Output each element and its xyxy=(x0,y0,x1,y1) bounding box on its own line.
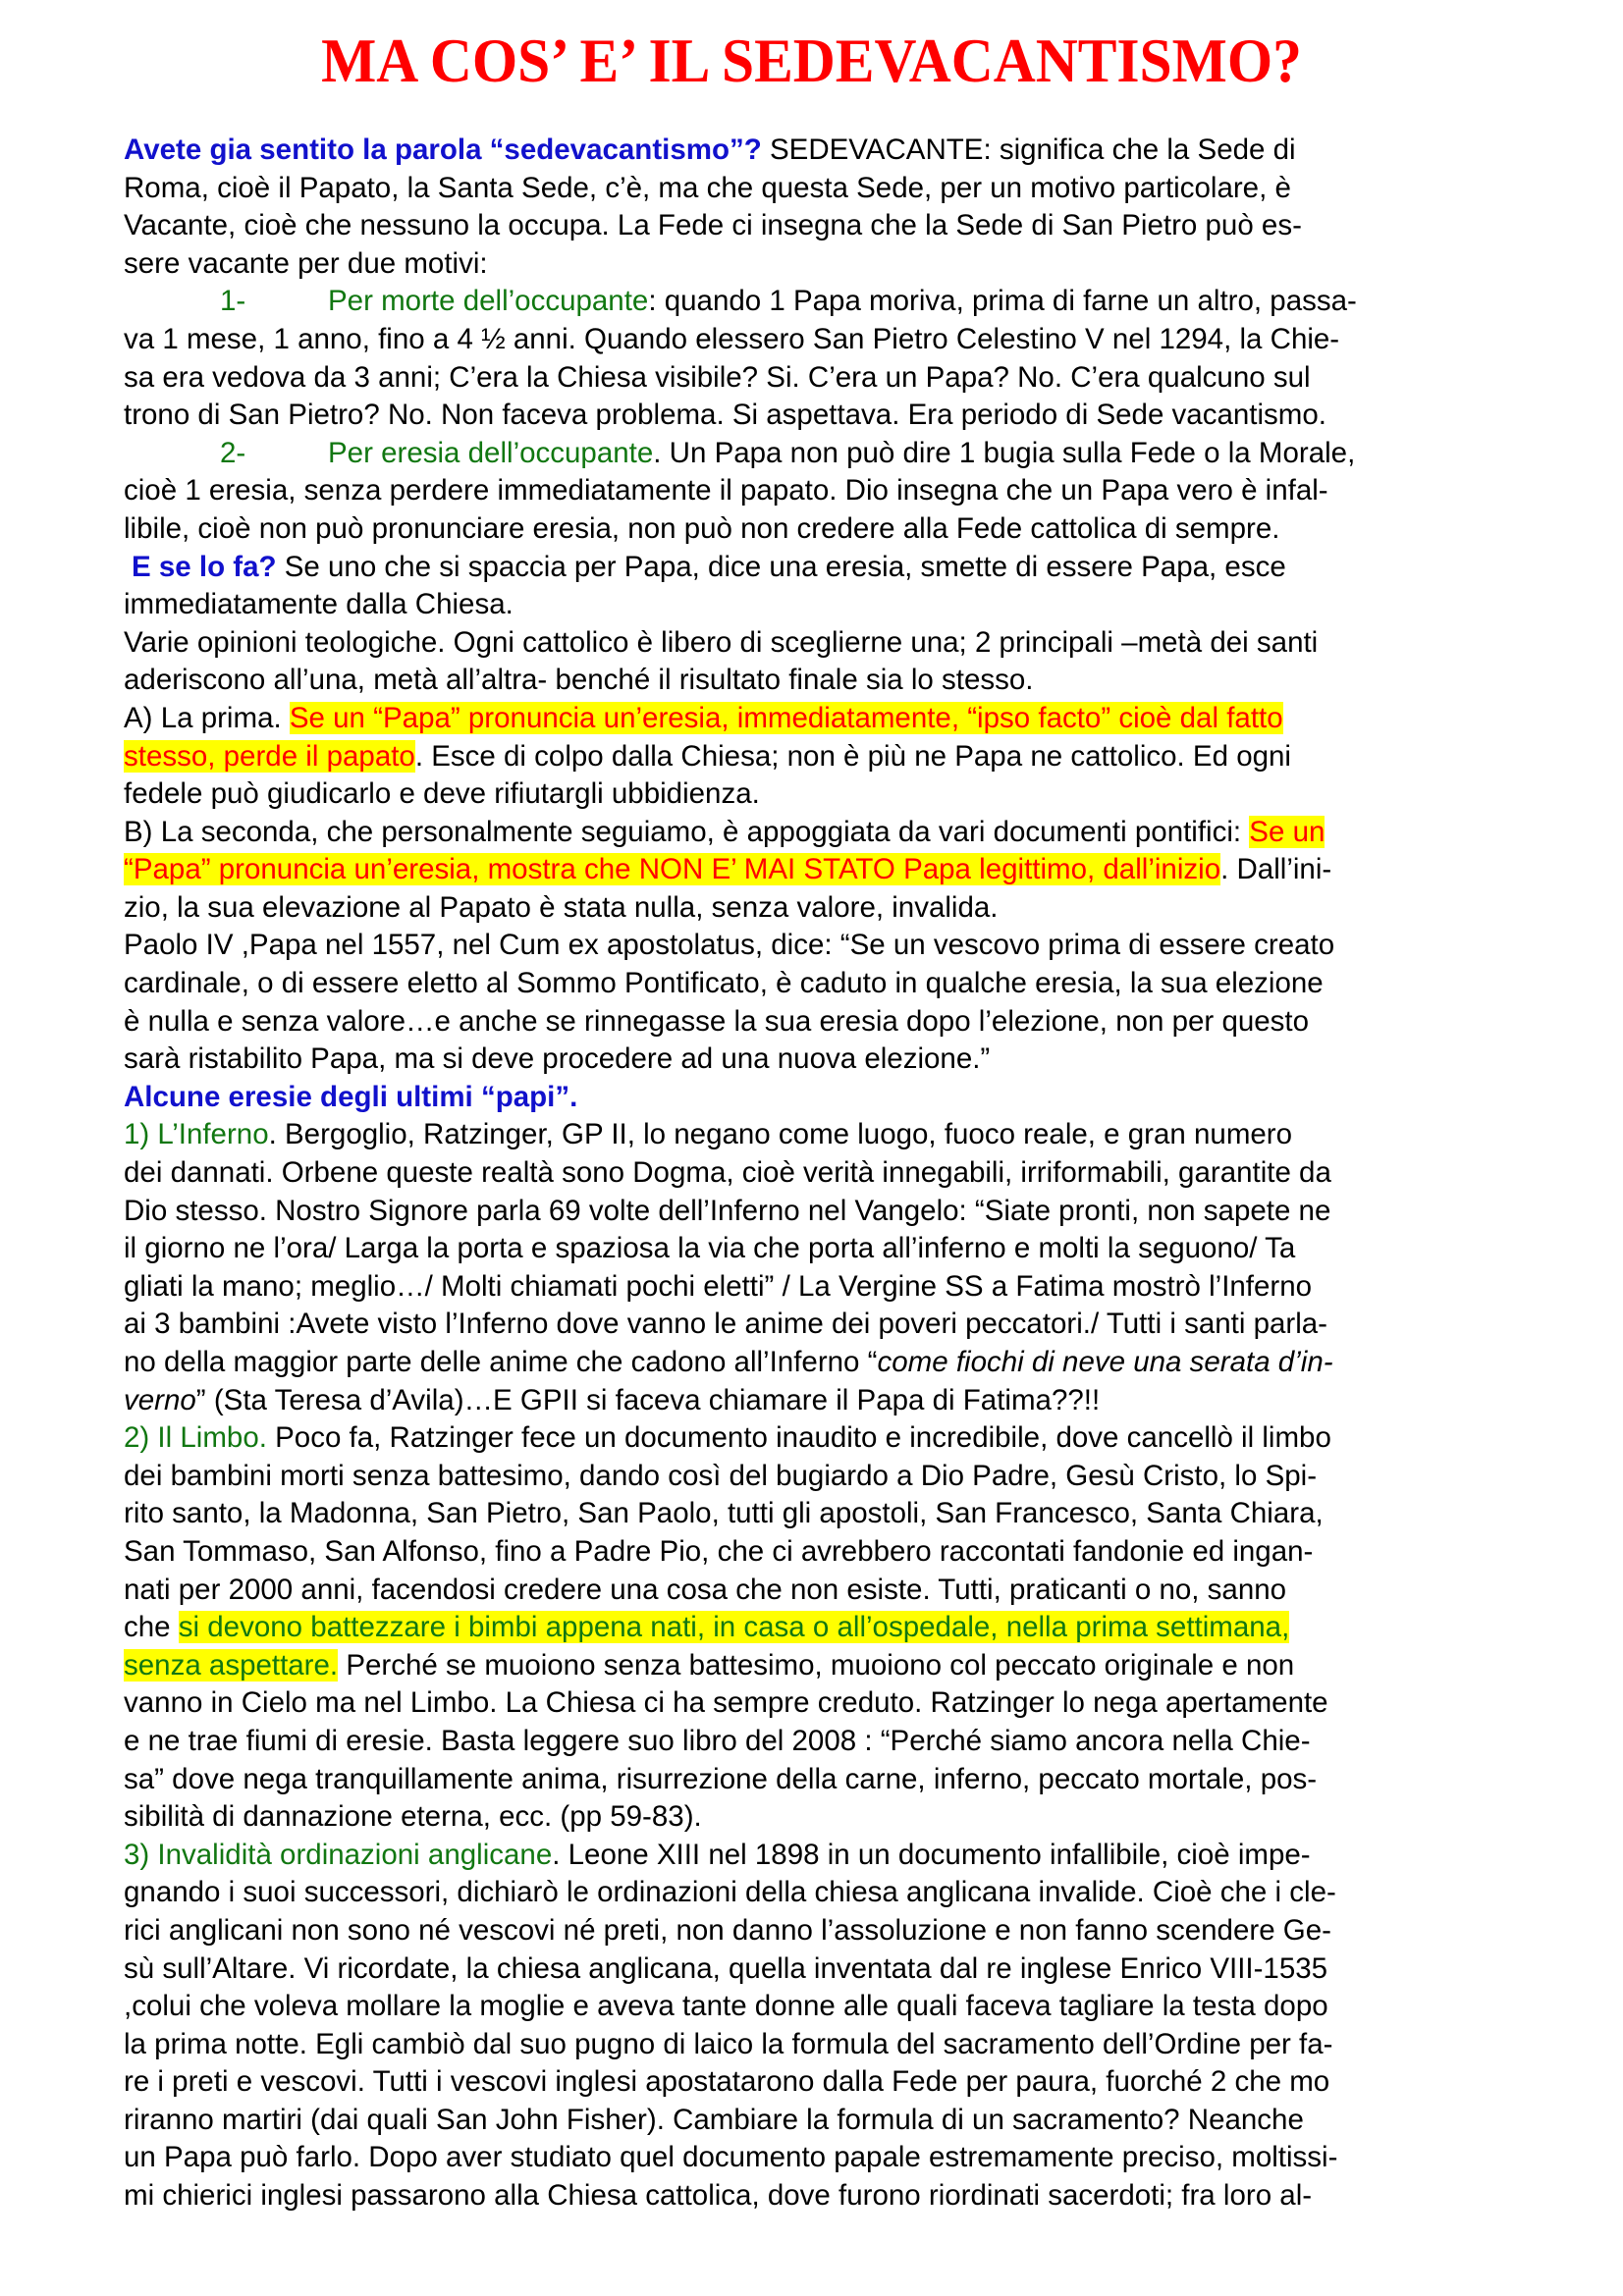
reason-label: Per morte dell’occupante xyxy=(328,285,649,318)
text-line: un Papa può farlo. Dopo aver studiato quel documento papale estremamente preciso, moltissi- xyxy=(124,2141,1338,2174)
heresy-item-1 xyxy=(124,1116,1508,1154)
text-line: immediatamente dalla Chiesa. xyxy=(124,588,514,621)
text-run: . Dall’ini- xyxy=(1220,853,1332,886)
text-line: cardinale, o di essere eletto al Sommo Pontificato, è caduto in qualche eresia, la sua elezione xyxy=(124,967,1324,1000)
intro-question: Avete gia sentito la parola “sedevacantismo”? xyxy=(124,133,762,166)
text-run: Se uno che si spaccia per Papa, dice una eresia, smette di essere Papa, esce xyxy=(276,550,1286,583)
se-lo-fa-question: E se lo fa? xyxy=(132,550,277,583)
italic-quote: verno xyxy=(124,1383,196,1416)
text-line: il giorno ne l’ora/ Larga la porta e spaziosa la via che porta all’inferno e molti la seguono/ Ta xyxy=(124,1232,1296,1265)
list-number: 1- xyxy=(220,285,246,318)
text-line: libile, cioè non può pronunciare eresia, non può non credere alla Fede cattolica di sempre. xyxy=(124,511,1280,545)
text-line xyxy=(124,1647,1508,1685)
text-line: ai 3 bambini :Avete visto l’Inferno dove vanno le anime dei poveri peccatori./ Tutti i santi parla- xyxy=(124,1308,1328,1341)
text-run: Perché se muoiono senza battesimo, muoiono col peccato originale e non xyxy=(338,1648,1295,1682)
text-line: sa” dove nega tranquillamente anima, risurrezione della carne, inferno, peccato mortale, pos- xyxy=(124,1762,1318,1795)
highlighted-text: si devono battezzare i bimbi appena nati, in casa o all’ospedale, nella prima settimana, xyxy=(178,1611,1290,1644)
text-line: e ne trae fiumi di eresie. Basta leggere suo libro del 2008 : “Perché siamo ancora nella Chie- xyxy=(124,1724,1311,1757)
text-line: sere vacante per due motivi: xyxy=(124,246,488,280)
text-line xyxy=(124,1609,1508,1647)
heresy-item-3 xyxy=(124,1837,1508,1875)
text-line: Roma, cioè il Papato, la Santa Sede, c’è, ma che questa Sede, per un motivo particolare, è xyxy=(124,171,1291,204)
text-line: Paolo IV ,Papa nel 1557, nel Cum ex apostolatus, dice: “Se un vescovo prima di essere creato xyxy=(124,929,1335,962)
text-line: trono di San Pietro? No. Non faceva problema. Si aspettava. Era periodo di Sede vacantismo. xyxy=(124,399,1326,432)
text-line: va 1 mese, 1 anno, fino a 4 ½ anni. Quando elessero San Pietro Celestino V nel 1294, la Chie- xyxy=(124,322,1340,355)
list-number: 2- xyxy=(220,436,246,469)
text-line: fedele può giudicarlo e deve rifiutargli ubbidienza. xyxy=(124,777,760,811)
text-run: . Bergoglio, Ratzinger, GP II, lo negano come luogo, fuoco reale, e gran numero xyxy=(268,1118,1293,1151)
text-run: no della maggior parte delle anime che cadono all’Inferno “ xyxy=(124,1346,878,1378)
heresy-item-2 xyxy=(124,1419,1508,1458)
heresy-label: 3) Invalidità ordinazioni anglicane xyxy=(124,1838,553,1871)
text-line xyxy=(124,738,1508,776)
text-line: rito santo, la Madonna, San Pietro, San Paolo, tutti gli apostoli, San Francesco, Santa Chiara, xyxy=(124,1497,1324,1530)
list-item-reason-2 xyxy=(124,435,1508,473)
reason-label: Per eresia dell’occupante xyxy=(328,436,654,469)
text-line xyxy=(124,132,1508,170)
text-line xyxy=(124,1382,1508,1420)
text-line: sa era vedova da 3 anni; C’era la Chiesa visibile? Si. C’era un Papa? No. C’era qualcuno sul xyxy=(124,360,1311,394)
text-line: zio, la sua elevazione al Papato è stata nulla, senza valore, invalida. xyxy=(124,890,999,924)
text-line: la prima notte. Egli cambiò dal suo pugno di laico la formula del sacramento dell’Ordine per fa- xyxy=(124,2027,1333,2060)
page-title: MA COS’ E’ IL SEDEVACANTISMO? xyxy=(321,26,1302,95)
text-run: : quando 1 Papa moriva, prima di farne un altro, passa- xyxy=(648,285,1357,318)
italic-quote: come fiochi di neve una serata d’in- xyxy=(877,1346,1333,1378)
text-line xyxy=(124,549,1508,587)
text-line: San Tommaso, San Alfonso, fino a Padre Pio, che ci avrebbero raccontati fandonie ed ingan- xyxy=(124,1534,1314,1568)
highlighted-text: stesso, perde il papato xyxy=(124,739,415,773)
text-line: riranno martiri (dai quali San John Fisher). Cambiare la formula di un sacramento? Neanche xyxy=(124,2103,1304,2136)
document-body xyxy=(124,132,1508,2216)
section-heading: Alcune eresie degli ultimi “papi”. xyxy=(124,1080,578,1113)
highlighted-text: “Papa” pronuncia un’eresia, mostra che NON E’ MAI STATO Papa legittimo, dall’inizio xyxy=(124,853,1221,886)
text-run: SEDEVACANTE: significa che la Sede di xyxy=(761,133,1296,166)
text-line: aderiscono all’una, metà all’altra- benché il risultato finale sia lo stesso. xyxy=(124,664,1034,697)
text-line: re i preti e vescovi. Tutti i vescovi inglesi apostatarono dalla Fede per paura, fuorché 2 che mo xyxy=(124,2065,1330,2099)
heresy-label: 2) Il Limbo. xyxy=(124,1421,267,1455)
text-line: Varie opinioni teologiche. Ogni cattolico è libero di sceglierne una; 2 principali –metà dei santi xyxy=(124,625,1319,659)
text-run: B) La seconda, che personalmente seguiamo, è appoggiata da vari documenti pontifici: xyxy=(124,815,1250,848)
highlighted-text: Se un xyxy=(1249,815,1325,848)
text-line: nati per 2000 anni, facendosi credere una cosa che non esiste. Tutti, praticanti o no, sanno xyxy=(124,1573,1287,1606)
text-line: sibilità di dannazione eterna, ecc. (pp 59-83). xyxy=(124,1800,702,1834)
text-line: è nulla e senza valore…e anche se rinnegasse la sua eresia dopo l’elezione, non per questo xyxy=(124,1004,1310,1038)
text-run: . Esce di colpo dalla Chiesa; non è più ne Papa ne cattolico. Ed ogni xyxy=(414,739,1291,773)
highlighted-text: Se un “Papa” pronuncia un’eresia, immediatamente, “ipso facto” cioè dal fatto xyxy=(289,701,1283,734)
heresy-label: 1) L’Inferno xyxy=(124,1118,269,1151)
text-line: dei dannati. Orbene queste realtà sono Dogma, cioè verità innegabili, irriformabili, garantite da xyxy=(124,1156,1331,1190)
highlighted-text: senza aspettare. xyxy=(124,1648,339,1682)
text-run: Poco fa, Ratzinger fece un documento inaudito e incredibile, dove cancellò il limbo xyxy=(266,1421,1331,1455)
text-line: gnando i suoi successori, dichiarò le ordinazioni della chiesa anglicana invalide. Cioè che i cle- xyxy=(124,1876,1336,1909)
text-line: rici anglicani non sono né vescovi né preti, non danno l’assoluzione e non fanno scendere Ge- xyxy=(124,1913,1331,1947)
list-item-reason-1 xyxy=(124,283,1508,321)
text-line: dei bambini morti senza battesimo, dando così del bugiardo a Dio Padre, Gesù Cristo, lo Spi- xyxy=(124,1459,1318,1492)
text-line: ,colui che voleva mollare la moglie e aveva tante donne alle quali faceva tagliare la testa dopo xyxy=(124,1990,1328,2023)
text-line xyxy=(124,1344,1508,1382)
opinion-b xyxy=(124,814,1508,852)
text-line: mi chierici inglesi passarono alla Chiesa cattolica, dove furono riordinati sacerdoti; fra loro al- xyxy=(124,2179,1313,2213)
text-line xyxy=(124,851,1508,889)
text-run: . Un Papa non può dire 1 bugia sulla Fede o la Morale, xyxy=(653,436,1356,469)
text-line: Dio stesso. Nostro Signore parla 69 volte dell’Inferno nel Vangelo: “Siate pronti, non sapete ne xyxy=(124,1194,1331,1227)
text-line: sarà ristabilito Papa, ma si deve procedere ad una nuova elezione.” xyxy=(124,1042,991,1076)
text-line: sù sull’Altare. Vi ricordate, la chiesa anglicana, quella inventata dal re inglese Enrico VIII-1535 xyxy=(124,1951,1328,1985)
text-run: ” (Sta Teresa d’Avila)…E GPII si faceva chiamare il Papa di Fatima??!! xyxy=(195,1383,1101,1416)
text-line: Vacante, cioè che nessuno la occupa. La Fede ci insegna che la Sede di San Pietro può es- xyxy=(124,209,1302,242)
text-run: che xyxy=(124,1611,179,1644)
text-run: A) La prima. xyxy=(124,701,290,734)
text-line: gliati la mano; meglio…/ Molti chiamati pochi eletti” / La Vergine SS a Fatima mostrò l’Inferno xyxy=(124,1269,1313,1303)
opinion-a xyxy=(124,700,1508,738)
text-line: vanno in Cielo ma nel Limbo. La Chiesa ci ha sempre creduto. Ratzinger lo nega apertamente xyxy=(124,1686,1328,1720)
text-line: cioè 1 eresia, senza perdere immediatamente il papato. Dio insegna che un Papa vero è infal- xyxy=(124,474,1328,507)
text-run: . Leone XIII nel 1898 in un documento infallibile, cioè impe- xyxy=(552,1838,1311,1871)
